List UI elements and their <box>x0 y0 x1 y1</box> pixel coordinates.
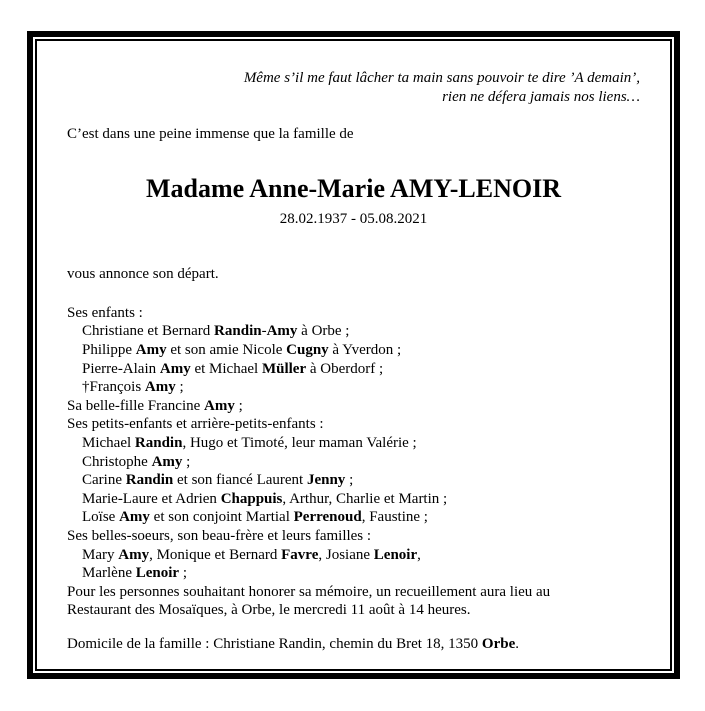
closing-text <box>67 635 640 654</box>
line-text: ; <box>179 565 187 582</box>
line-text: . <box>515 635 519 652</box>
line-text: Restaurant des Mosaïques, à Orbe, le mercredi 11 août à 14 heures. <box>67 602 471 619</box>
surname-bold: Lenoir <box>373 546 418 563</box>
line-text: Marlène <box>82 565 136 582</box>
surname-bold: Amy <box>204 397 235 414</box>
line-text: ; <box>345 472 354 489</box>
line-text: Philippe <box>82 341 136 358</box>
family-line <box>67 341 640 360</box>
line-text: Loïse <box>82 509 120 526</box>
line-text: Domicile de la famille : Christiane Randin, chemin du Bret 18, 1350 <box>67 635 482 652</box>
surname-bold: Lenoir <box>135 565 180 582</box>
surname-bold: Randin <box>214 323 262 340</box>
surname-bold: Chappuis <box>220 490 283 507</box>
deceased-dates: 28.02.1937 - 05.08.2021 <box>279 210 428 227</box>
line-text: Sa belle-fille Francine <box>67 397 205 414</box>
line-text: , Monique et Bernard <box>149 546 282 563</box>
line-text: et son amie Nicole <box>166 341 287 358</box>
line-text: Marie-Laure et Adrien <box>82 490 221 507</box>
line-text: , Josiane <box>318 546 374 563</box>
line-text: Christiane et Bernard <box>82 323 215 340</box>
announcement-text: vous annonce son départ. <box>67 266 219 283</box>
surname-bold: Amy <box>151 453 183 470</box>
intro-text: C’est dans une peine immense que la famille de <box>67 126 354 142</box>
memorial-quote <box>67 69 640 107</box>
family-line <box>67 360 640 379</box>
family-line <box>67 322 640 341</box>
line-text: Christophe <box>82 453 152 470</box>
line-text: à Oberdorf ; <box>306 360 384 377</box>
family-line <box>67 527 640 546</box>
surname-bold: Favre <box>281 546 319 563</box>
line-text: et son fiancé Laurent <box>173 472 307 489</box>
surname-bold: Perrenoud <box>293 509 362 526</box>
surname-bold: Cugny <box>286 341 329 358</box>
line-text: Ses belles-soeurs, son beau-frère et leurs familles : <box>67 527 372 544</box>
surname-bold: Amy <box>119 509 150 526</box>
family-line <box>67 434 640 453</box>
family-line <box>67 508 640 527</box>
line-text: , <box>417 546 421 563</box>
line-text: Michael <box>82 434 135 451</box>
line-text: ; <box>234 397 243 414</box>
line-text: et Michael <box>190 360 262 377</box>
memorial-quote-line-1: Même s’il me faut lâcher ta main sans pouvoir te dire ’A demain’, <box>243 70 640 86</box>
surname-bold: Orbe <box>481 635 516 652</box>
line-text: Mary <box>82 546 119 563</box>
line-text: , Arthur, Charlie et Martin ; <box>282 490 448 507</box>
line-text: - <box>261 323 267 340</box>
line-text: Pour les personnes souhaitant honorer sa mémoire, un recueillement aura lieu au <box>67 583 551 600</box>
line-text: , Hugo et Timoté, leur maman Valérie ; <box>182 434 417 451</box>
family-line <box>67 415 640 434</box>
line-text: ; <box>182 453 191 470</box>
family-line <box>67 601 640 620</box>
family-line <box>67 453 640 472</box>
surname-bold: Müller <box>261 360 307 377</box>
line-text: , Faustine ; <box>361 509 428 526</box>
surname-bold: Amy <box>135 341 167 358</box>
family-line <box>67 564 640 583</box>
line-text: Pierre-Alain <box>82 360 160 377</box>
family-line <box>67 583 640 602</box>
family-line <box>67 397 640 416</box>
family-line <box>67 304 640 323</box>
family-line <box>67 471 640 490</box>
surname-bold: Randin <box>134 434 183 451</box>
surname-bold: Amy <box>159 360 191 377</box>
line-text: et son conjoint Martial <box>149 509 294 526</box>
line-text: à Orbe ; <box>297 323 350 340</box>
line-text: Ses petits-enfants et arrière-petits-enfants : <box>67 416 324 433</box>
family-home-line <box>67 635 640 654</box>
line-text: Ses enfants : <box>67 304 143 321</box>
announcement-card-frame <box>27 31 680 679</box>
surname-bold: Amy <box>118 546 150 563</box>
family-list <box>67 304 640 620</box>
family-line <box>67 546 640 565</box>
line-text: Carine <box>82 472 126 489</box>
surname-bold: Randin <box>125 472 174 489</box>
family-line <box>67 490 640 509</box>
line-text: à Yverdon ; <box>328 341 402 358</box>
deceased-name: Madame Anne-Marie AMY-LENOIR <box>145 173 561 203</box>
line-text: ; <box>175 379 184 396</box>
memorial-quote-line-2: rien ne défera jamais nos liens… <box>442 89 640 105</box>
surname-bold: Amy <box>266 323 298 340</box>
announcement-card <box>35 39 672 671</box>
surname-bold: Jenny <box>306 472 346 489</box>
surname-bold: Amy <box>144 379 176 396</box>
line-text: †François <box>82 379 145 396</box>
family-line <box>67 378 640 397</box>
